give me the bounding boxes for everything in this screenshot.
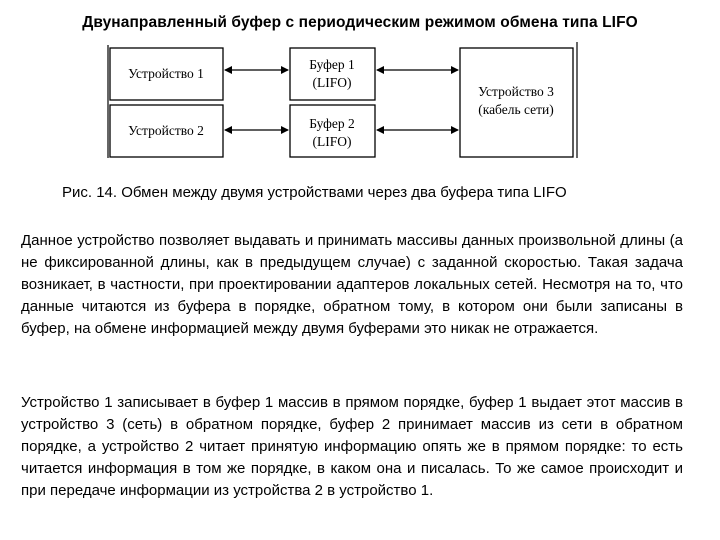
buffer-1-box xyxy=(290,48,375,100)
device-3-box xyxy=(460,48,573,157)
buffer-1-type: (LIFO) xyxy=(312,75,352,90)
slide-title: Двунаправленный буфер с периодическим режимом обмена типа LIFO xyxy=(82,14,638,31)
buffer-2-type: (LIFO) xyxy=(312,134,352,149)
buffer-1-label: Буфер 1 xyxy=(309,57,355,72)
paragraph-2: Устройство 1 записывает в буфер 1 массив в прямом порядке, буфер 1 выдает этот массив в устройство 3 (сеть) в обратном порядке, буфер 2 принимает массив из сети в обратном порядке, а устройство 2 читает принятую информацию опять же в прямом порядке: то есть читается информация в том же порядке, в каком она и писалась. То же самое происходит и при передаче информации из устройства 2 в устройство 1. xyxy=(21,394,683,499)
figure-caption: Рис. 14. Обмен между двумя устройствами через два буфера типа LIFO xyxy=(62,184,567,201)
device-2-box xyxy=(110,105,223,157)
buffer-diagram xyxy=(100,40,590,165)
device-3-sublabel: (кабель сети) xyxy=(478,102,554,117)
device-2-label: Устройство 2 xyxy=(128,123,204,138)
paragraph-1: Данное устройство позволяет выдавать и принимать массивы данных произвольной длины (а не фиксированной длины, как в предыдущем случае) с заданной скоростью. Такая задача возникает, в частности, при проектировании адаптеров локальных сетей. Несмотря на то, что данные читаются из буфера в порядке, обратном тому, в котором они были записаны в буфер, на обмене информацией между двумя буферами это никак не отражается. xyxy=(21,232,683,337)
device-1-label: Устройство 1 xyxy=(128,66,204,81)
device-3-label: Устройство 3 xyxy=(478,84,554,99)
device-1-box xyxy=(110,48,223,100)
buffer-2-box xyxy=(290,105,375,157)
buffer-2-label: Буфер 2 xyxy=(309,116,355,131)
